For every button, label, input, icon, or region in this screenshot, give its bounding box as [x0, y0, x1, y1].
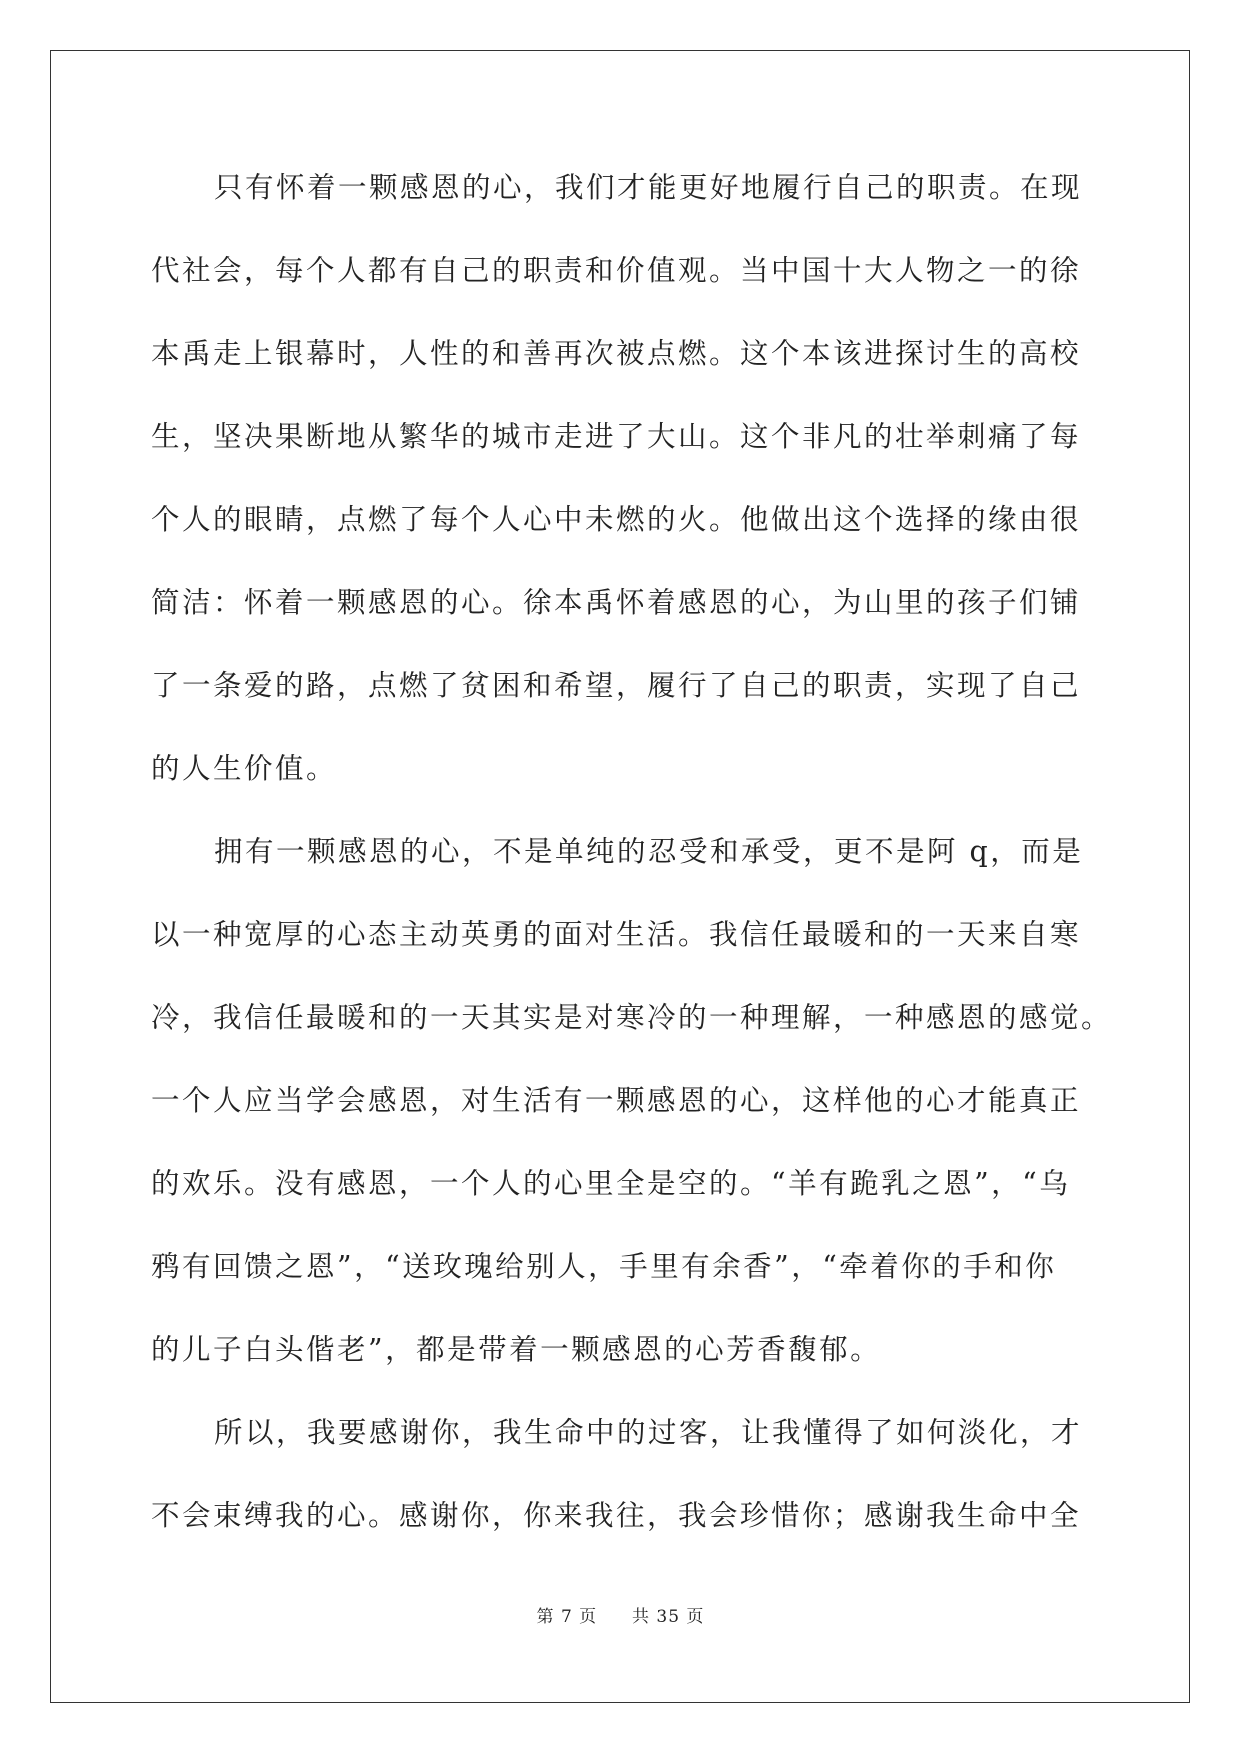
paragraph-2-line-5: 的欢乐。没有感恩，一个人的心里全是空的。“羊有跪乳之恩”，“乌 — [151, 1167, 1071, 1200]
paragraph-2-line-4: 一个人应当学会感恩，对生活有一颗感恩的心，这样他的心才能真正 — [151, 1084, 1082, 1117]
paragraph-1-line-5: 个人的眼睛，点燃了每个人心中未燃的火。他做出这个选择的缘由很 — [151, 503, 1082, 536]
current-page-number: 第 7 页 — [536, 1607, 598, 1627]
paragraph-1-line-6: 简洁：怀着一颗感恩的心。徐本禹怀着感恩的心，为山里的孩子们铺 — [151, 586, 1082, 619]
paragraph-1-line-2: 代社会，每个人都有自己的职责和价值观。当中国十大人物之一的徐 — [151, 254, 1082, 287]
document-body — [151, 160, 1113, 1571]
paragraph-1-line-8: 的人生价值。 — [151, 752, 338, 785]
paragraph-1-line-3: 本禹走上银幕时，人性的和善再次被点燃。这个本该进探讨生的高校 — [151, 337, 1082, 370]
paragraph-1-line-7: 了一条爱的路，点燃了贫困和希望，履行了自己的职责，实现了自己 — [151, 669, 1082, 702]
total-page-count: 共 35 页 — [631, 1607, 705, 1627]
paragraph-2-line-6: 鸦有回馈之恩”，“送玫瑰给别人，手里有余香”，“牵着你的手和你 — [151, 1250, 1057, 1283]
paragraph-2-line-7: 的儿子白头偕老”，都是带着一颗感恩的心芳香馥郁。 — [151, 1333, 882, 1366]
paragraph-1-line-1: 只有怀着一颗感恩的心，我们才能更好地履行自己的职责。在现 — [214, 171, 1083, 204]
paragraph-2-line-3: 冷，我信任最暖和的一天其实是对寒冷的一种理解，一种感恩的感觉。 — [151, 1001, 1113, 1034]
page-footer — [0, 1602, 1241, 1627]
paragraph-2-line-2: 以一种宽厚的心态主动英勇的面对生活。我信任最暖和的一天来自寒 — [151, 918, 1082, 951]
paragraph-1-line-4: 生，坚决果断地从繁华的城市走进了大山。这个非凡的壮举刺痛了每 — [151, 420, 1082, 453]
paragraph-3-line-2: 不会束缚我的心。感谢你，你来我往，我会珍惜你；感谢我生命中全 — [151, 1499, 1082, 1532]
paragraph-2-line-1: 拥有一颗感恩的心，不是单纯的忍受和承受，更不是阿 q，而是 — [214, 835, 1084, 868]
paragraph-3-line-1: 所以，我要感谢你，我生命中的过客，让我懂得了如何淡化，才 — [214, 1416, 1083, 1449]
